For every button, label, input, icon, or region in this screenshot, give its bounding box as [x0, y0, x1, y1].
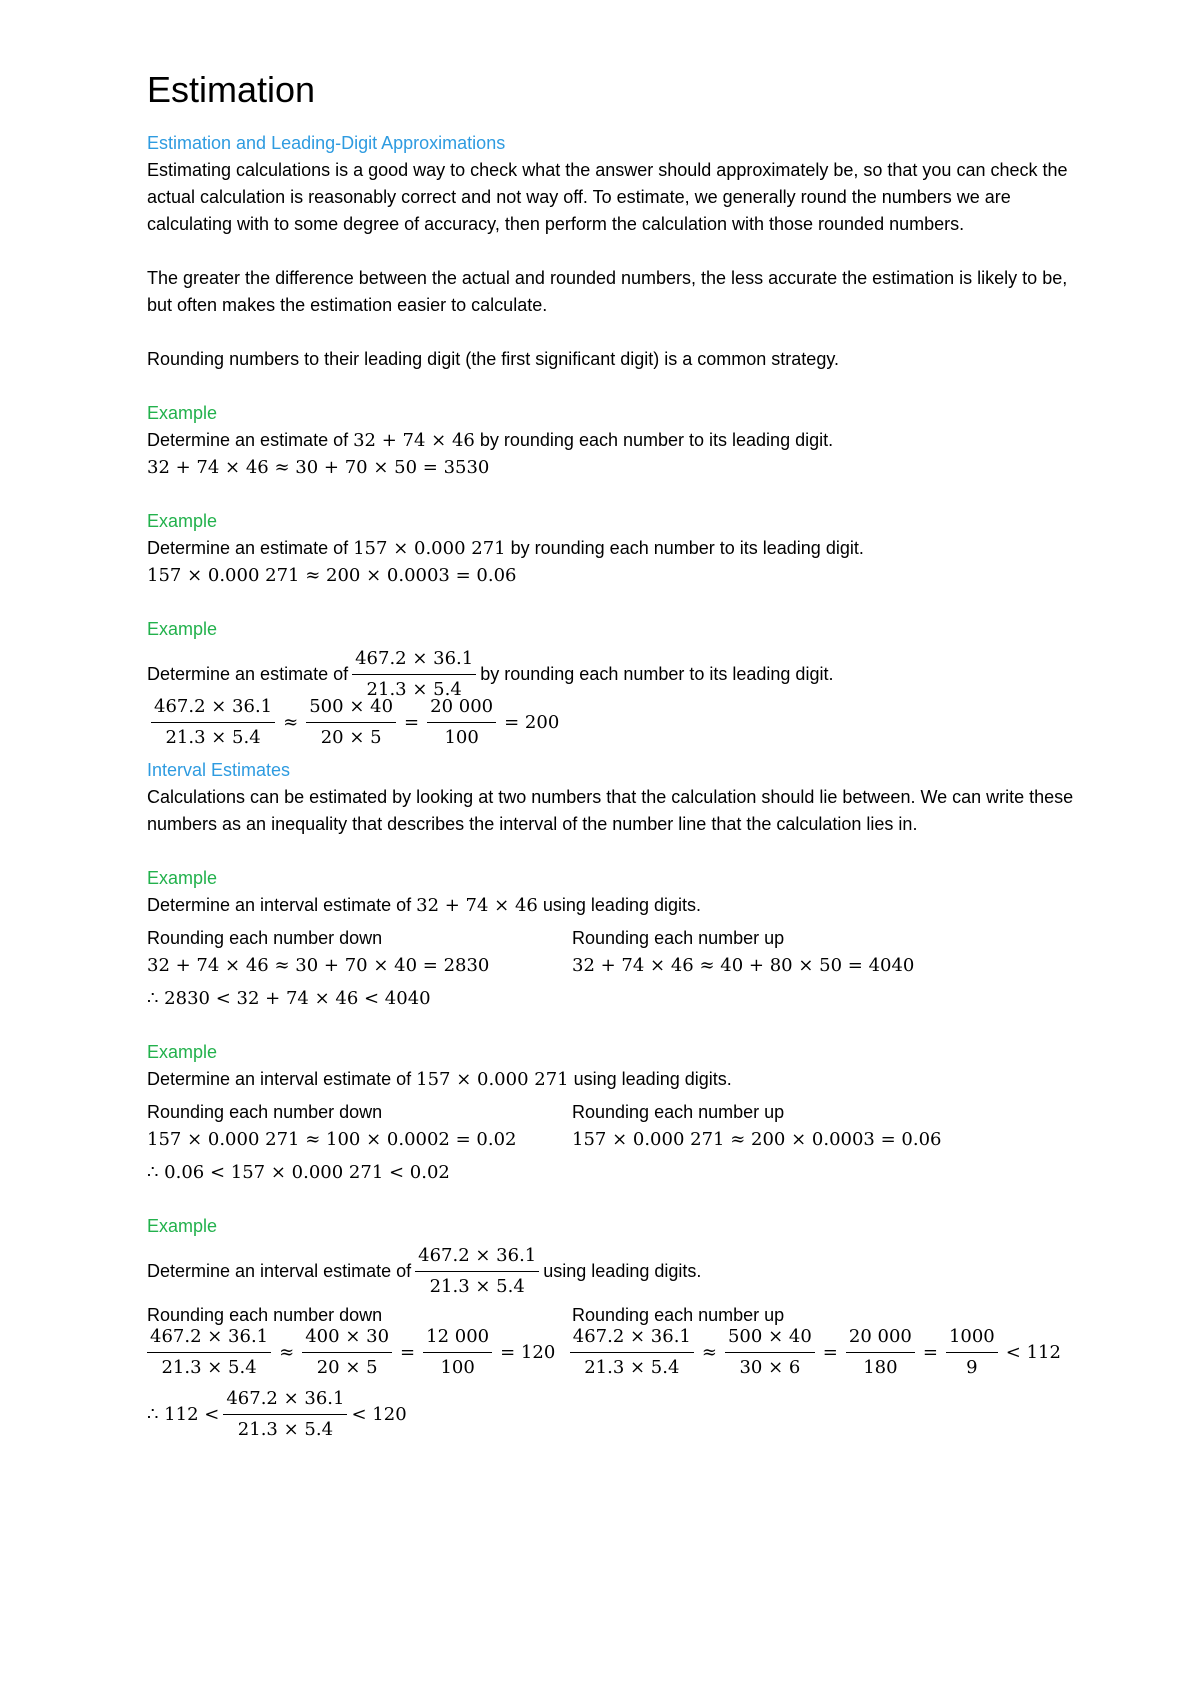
example-question: Determine an estimate of $\frac{467.2 \times 36.1}{21.3 \times 5.4}$ by rounding each number to its leading digit. — [147, 643, 1087, 705]
rounding-columns — [147, 925, 1087, 979]
rounding-down-calc: 157 × 0.000 271 ≈ 100 × 0.0002 = 0.02 — [147, 1129, 517, 1150]
example-label: Example — [147, 511, 218, 531]
paragraph: Calculations can be estimated by looking at two numbers that the calculation should lie between. We can write these numbers as an inequality that describes the interval of the number line that the calculation lies in. — [147, 787, 1074, 834]
section-heading-leading-digit: Estimation and Leading-Digit Approximations — [147, 133, 506, 153]
example-question: Determine an interval estimate of $\frac{467.2 \times 36.1}{21.3 \times 5.4}$ using leading digits. — [147, 1240, 1087, 1302]
conclusion: ∴ 112 < $\frac{467.2 \times 36.1}{21.3 \times 5.4}$ < 120 — [147, 1387, 407, 1440]
example-answer: 157 × 0.000 271 ≈ 200 × 0.0003 = 0.06 — [147, 565, 517, 586]
rounding-up-calc: 157 × 0.000 271 ≈ 200 × 0.0003 = 0.06 — [572, 1129, 942, 1150]
rounding-down-label: Rounding each number down — [147, 1102, 383, 1122]
rounding-down-calc: $\frac{467.2 \times 36.1}{21.3 \times 5.4}$ ≈ $\frac{400 \times 30}{20 \times 5}$ = $\frac{12 000}{100}$ = 120 — [147, 1321, 570, 1383]
paragraph: Estimating calculations is a good way to check what the answer should approximately be, so that you can check the actual calculation is reasonably correct and not way off. To estimate, we generally round the numbers we are calculating with to some degree of accuracy, then perform the calculation with those rounded numbers. — [147, 160, 1068, 234]
rounding-columns — [147, 1099, 1087, 1153]
example-answer: 32 + 74 × 46 ≈ 30 + 70 × 50 = 3530 — [147, 457, 490, 478]
page-title: Estimation — [147, 69, 316, 110]
example-question: Determine an interval estimate of 157 × 0.000 271 using leading digits. — [147, 1069, 732, 1090]
document-page — [147, 70, 1087, 1445]
example-question: Determine an estimate of 32 + 74 × 46 by rounding each number to its leading digit. — [147, 430, 834, 451]
example-question: Determine an interval estimate of 32 + 74 × 46 using leading digits. — [147, 895, 701, 916]
rounding-up-label: Rounding each number up — [572, 1102, 785, 1122]
fraction: $\frac{467.2 \times 36.1}{21.3 \times 5.4}$ — [415, 1243, 539, 1300]
example-answer: $\frac{467.2 \times 36.1}{21.3 \times 5.4}$ ≈ $\frac{500 \times 40}{20 \times 5}$ = $\frac{20 000}{100}$ = 200 — [147, 691, 1087, 753]
paragraph: Rounding numbers to their leading digit (the first significant digit) is a common strategy. — [147, 349, 839, 369]
rounding-up-calc: 32 + 74 × 46 ≈ 40 + 80 × 50 = 4040 — [572, 955, 915, 976]
rounding-down-label: Rounding each number down — [147, 1305, 383, 1325]
paragraph: The greater the difference between the actual and rounded numbers, the less accurate the estimation is likely to be, but often makes the estimation easier to calculate. — [147, 268, 1068, 315]
section-heading-interval-estimates: Interval Estimates — [147, 760, 291, 780]
rounding-down-label: Rounding each number down — [147, 928, 383, 948]
fraction: $\frac{467.2 \times 36.1}{21.3 \times 5.4}$ — [352, 646, 476, 703]
example-label: Example — [147, 1042, 218, 1062]
conclusion: ∴ 0.06 < 157 × 0.000 271 < 0.02 — [147, 1162, 450, 1183]
example-label: Example — [147, 619, 218, 639]
example-label: Example — [147, 1216, 218, 1236]
example-label: Example — [147, 868, 218, 888]
rounding-calcs — [147, 1321, 1087, 1383]
conclusion: ∴ 2830 < 32 + 74 × 46 < 4040 — [147, 988, 431, 1009]
rounding-up-label: Rounding each number up — [572, 928, 785, 948]
example-label: Example — [147, 403, 218, 423]
rounding-up-calc: $\frac{467.2 \times 36.1}{21.3 \times 5.4}$ ≈ $\frac{500 \times 40}{30 \times 6}$ = $\frac{20 000}{180}$ = $\frac{1000}{9}$ < 112 — [570, 1321, 1087, 1383]
example-question: Determine an estimate of 157 × 0.000 271 by rounding each number to its leading digit. — [147, 538, 864, 559]
rounding-up-label: Rounding each number up — [572, 1305, 785, 1325]
rounding-down-calc: 32 + 74 × 46 ≈ 30 + 70 × 40 = 2830 — [147, 955, 490, 976]
